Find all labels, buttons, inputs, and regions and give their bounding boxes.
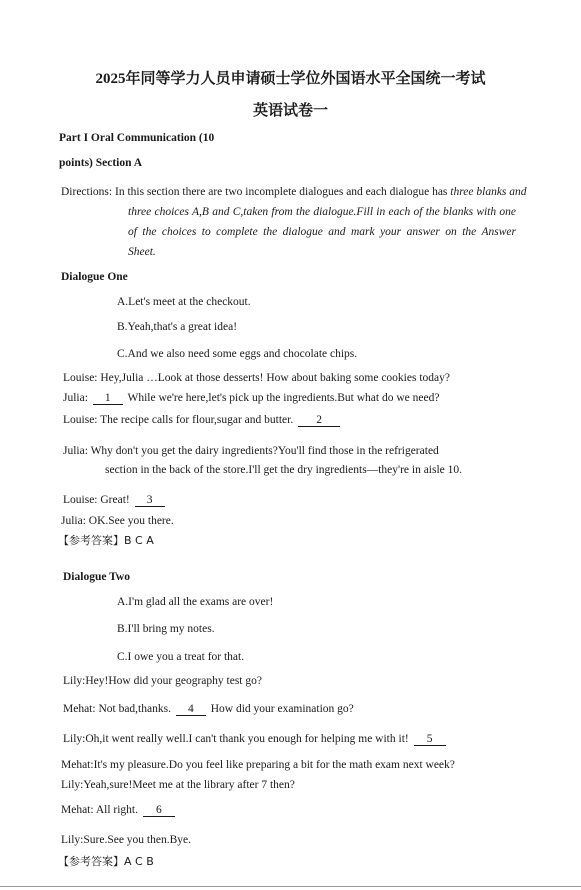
dialogue-one-line-6	[63, 493, 167, 507]
dialogue-one-choice-c: C.And we also need some eggs and chocolate chips.	[117, 348, 358, 360]
dialogue-one-speaker-julia: Julia:	[63, 392, 91, 404]
dialogue-two-line-2	[63, 702, 354, 716]
directions-label: Directions:	[61, 186, 113, 198]
dialogue-one-line-3-text: Louise: The recipe calls for flour,sugar and butter.	[63, 414, 297, 426]
dialogue-one-line-6-text: Louise: Great!	[63, 494, 133, 506]
dialogue-two-heading: Dialogue Two	[63, 571, 130, 583]
page-bottom-divider	[0, 886, 581, 887]
dialogue-two-choice-b: B.I'll bring my notes.	[117, 623, 215, 635]
directions-line-3: of the choices to complete the dialogue and mark your answer on the Answer	[128, 226, 516, 238]
page-title: 2025年同等学力人员申请硕士学位外国语水平全国统一考试	[95, 71, 486, 87]
dialogue-two-line-3	[63, 732, 448, 746]
directions-text: In this section there are two incomplete dialogues and each dialogue has	[112, 186, 451, 198]
page-subtitle: 英语试卷一	[252, 103, 328, 119]
directions-line-4: Sheet.	[128, 246, 156, 258]
answer-value: A C B	[124, 855, 154, 868]
part-heading-line-1: Part I Oral Communication (10	[59, 132, 215, 144]
part-heading-line-2: points) Section A	[59, 157, 143, 169]
dialogue-one-line-5: section in the back of the store.I'll get the dry ingredients—they're in aisle 10.	[105, 464, 463, 476]
dialogue-one-line-4: Julia: Why don't you get the dairy ingredients?You'll find those in the refrigerated	[63, 445, 439, 457]
dialogue-one-line-3	[63, 413, 342, 427]
dialogue-two-line-1: Lily:Hey!How did your geography test go?	[63, 675, 262, 687]
dialogue-one-heading: Dialogue One	[61, 271, 128, 283]
dialogue-one-answer	[58, 534, 154, 548]
dialogue-two-line-3-text: Lily:Oh,it went really well.I can't thank you enough for helping me with it!	[63, 733, 412, 745]
blank-2: 2	[298, 414, 340, 427]
dialogue-two-choice-a: A.I'm glad all the exams are over!	[117, 596, 274, 608]
blank-5: 5	[414, 733, 446, 746]
dialogue-two-choice-c: C.I owe you a treat for that.	[117, 651, 245, 663]
directions-italic-text: three blanks and	[450, 186, 527, 198]
dialogue-two-line-5: Lily:Yeah,sure!Meet me at the library after 7 then?	[61, 779, 295, 791]
directions-line-1	[61, 185, 527, 199]
blank-4: 4	[176, 703, 206, 716]
blank-3: 3	[135, 494, 165, 507]
blank-6: 6	[143, 804, 175, 817]
dialogue-two-line-2-text: Mehat: Not bad,thanks.	[63, 703, 174, 715]
dialogue-two-answer	[58, 855, 154, 869]
blank-1: 1	[93, 392, 123, 405]
dialogue-one-line-2	[63, 391, 439, 405]
answer-label: 【参考答案】	[58, 534, 124, 547]
dialogue-two-line-2-post: How did your examination go?	[207, 703, 354, 715]
dialogue-two-line-6	[61, 803, 177, 817]
dialogue-one-line-1: Louise: Hey,Julia …Look at those desserts! How about baking some cookies today?	[63, 372, 450, 384]
dialogue-two-line-4: Mehat:It's my pleasure.Do you feel like preparing a bit for the math exam next week?	[61, 759, 455, 771]
dialogue-one-line-2-text: While we're here,let's pick up the ingredients.But what do we need?	[124, 392, 440, 404]
answer-label: 【参考答案】	[58, 855, 124, 868]
answer-value: B C A	[124, 534, 154, 547]
dialogue-two-line-7: Lily:Sure.See you then.Bye.	[61, 834, 191, 846]
dialogue-two-line-6-text: Mehat: All right.	[61, 804, 141, 816]
dialogue-one-choice-b: B.Yeah,that's a great idea!	[117, 321, 238, 333]
directions-line-2: three choices A,B and C,taken from the dialogue.Fill in each of the blanks with one	[128, 206, 516, 218]
dialogue-one-line-7: Julia: OK.See you there.	[61, 515, 174, 527]
dialogue-one-choice-a: A.Let's meet at the checkout.	[117, 296, 251, 308]
